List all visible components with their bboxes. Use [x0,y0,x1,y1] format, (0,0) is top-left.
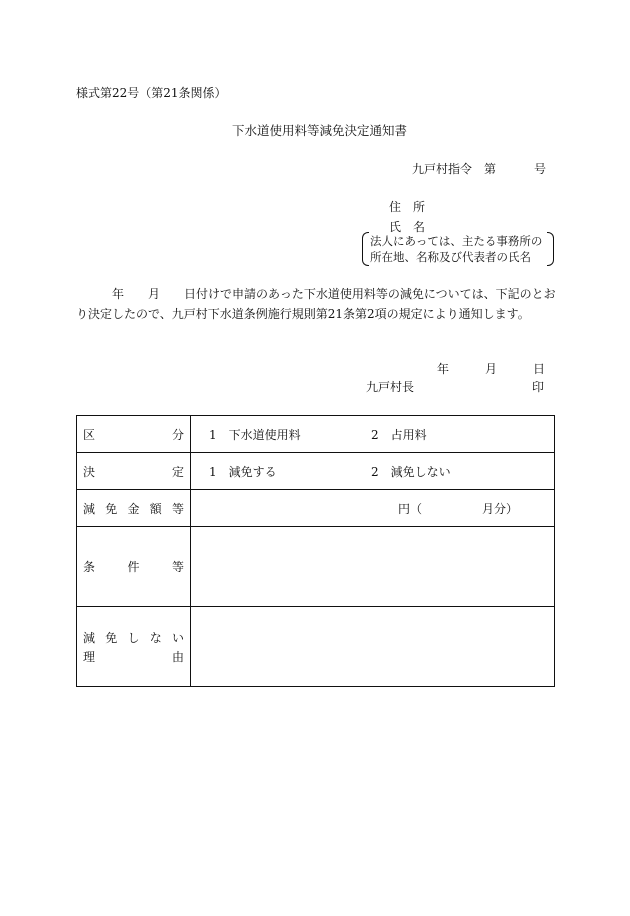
label-char: 額 [149,501,162,516]
notice-go: 号 [534,162,547,176]
label-char: 等 [171,560,184,574]
notice-prefix: 九戸村指令 [412,162,473,176]
reason-value [191,607,555,687]
amount-value [191,490,555,527]
body-text [76,284,560,324]
notice-number [412,160,546,177]
body-line-1: 年 月 日付けで申請のあった下水道使用料等の減免については、下記のとお [76,287,556,301]
conditions-label [77,527,191,607]
name-label: 氏 名 [389,220,426,234]
table-row-decision [77,453,555,490]
date-line: 年 月 日 [437,362,546,376]
form-number: 様式第22号（第21条関係） [76,86,227,100]
corp-note-line-1: 法人にあっては、主たる事務所の [370,234,543,248]
corporation-note [362,232,554,266]
conditions-value [191,527,555,607]
left-bracket [362,232,369,266]
label-char: 等 [171,501,184,516]
table-row-conditions [77,527,555,607]
label-char: 由 [171,649,184,664]
label-char: 決 [83,464,96,479]
table-row-amount [77,490,555,527]
label-char: 条 [83,560,96,574]
amount-yen-months: 円（ 月分） [398,501,519,516]
seal-mark: 印 [532,380,545,394]
issuer-line [366,378,545,395]
table-row-category [77,416,555,453]
label-char: 免 [105,630,118,645]
label-char: な [149,630,162,645]
label-char: 金 [127,501,140,516]
category-option-1: 1 下水道使用料 [209,427,301,442]
label-char: 件 [127,560,140,574]
label-char: い [171,630,184,645]
label-char: 定 [171,464,184,479]
corp-note-line-2: 所在地、名称及び代表者の氏名 [370,250,531,264]
notice-dai: 第 [484,162,497,176]
label-char: し [127,630,140,645]
right-bracket [547,232,554,266]
amount-label [77,490,191,527]
issuer-name: 九戸村長 [366,380,415,394]
label-char: 減 [83,630,96,645]
table-row-reason [77,607,555,687]
label-char: 区 [83,427,96,442]
label-char: 理 [83,649,96,664]
decision-label [77,453,191,490]
label-char: 分 [171,427,184,442]
decision-option-2: 2 減免しない [371,464,451,479]
decision-value [191,453,555,490]
label-char: 減 [83,501,96,516]
body-line-2: り決定したので、九戸村下水道条例施行規則第21条第2項の規定により通知します。 [76,307,530,321]
label-char: 免 [105,501,118,516]
address-label: 住 所 [389,200,426,214]
decision-table [76,415,555,687]
decision-option-1: 1 減免する [209,464,277,479]
category-value [191,416,555,453]
category-option-2: 2 占用料 [371,427,427,442]
document-title: 下水道使用料等減免決定通知書 [232,123,408,138]
reason-label [77,607,191,687]
category-label [77,416,191,453]
